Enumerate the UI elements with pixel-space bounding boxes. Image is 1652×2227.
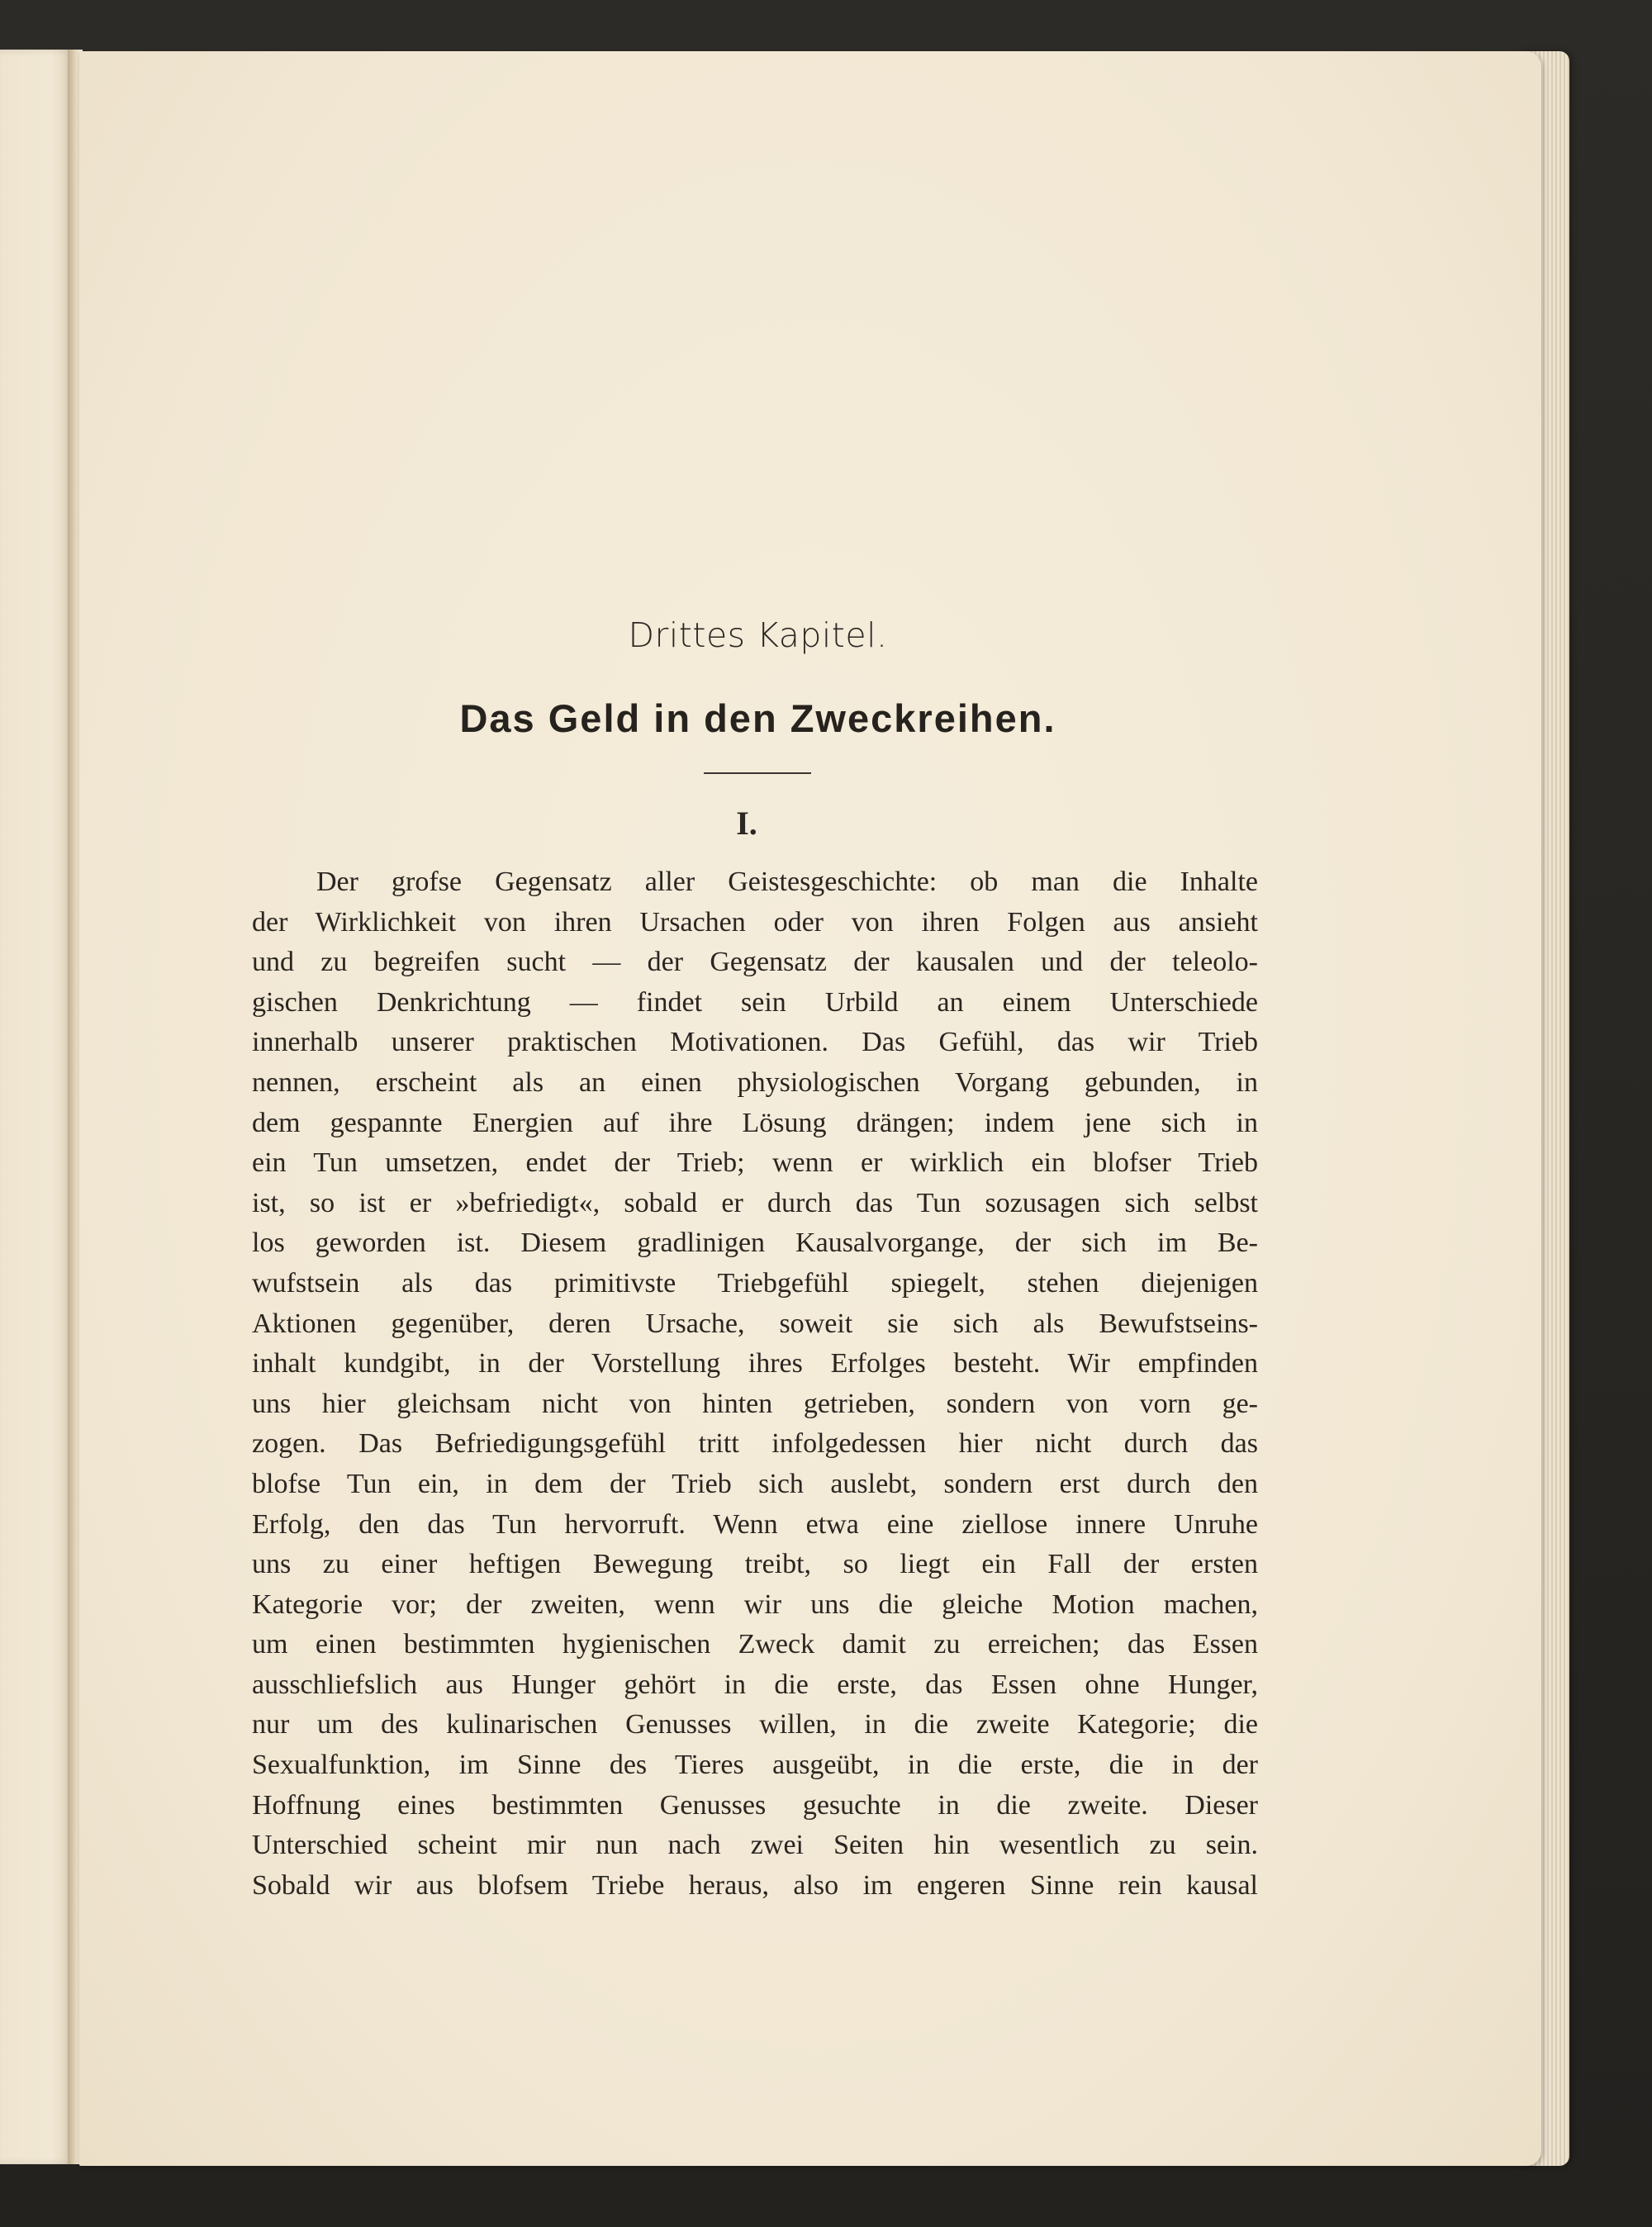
- text-line: Kategorie vor; der zweiten, wenn wir uns die gleiche Motion machen,: [252, 1588, 1258, 1620]
- text-line: gischen Denkrichtung — findet sein Urbild an einem Unterschiede: [252, 986, 1258, 1018]
- text-line: der Wirklichkeit von ihren Ursachen oder von ihren Folgen aus ansieht: [252, 906, 1258, 938]
- chapter-title: Das Geld in den Zweckreihen.: [459, 696, 1056, 740]
- facing-page-edge: [0, 50, 73, 2164]
- title-divider-rule: [704, 772, 811, 774]
- text-line: Der grofse Gegensatz aller Geistesgeschichte: ob man die Inhalte: [316, 867, 1258, 897]
- text-line: nennen, erscheint als an einen physiologischen Vorgang gebunden, in: [252, 1066, 1258, 1098]
- text-line: Sexualfunktion, im Sinne des Tieres ausgeübt, in die erste, die in der: [252, 1750, 1258, 1781]
- text-line: ist, so ist er »befriedigt«, sobald er durch das Tun sozusagen sich selbst: [252, 1187, 1258, 1218]
- text-line: los geworden ist. Diesem gradlinigen Kausalvorgange, der sich im Be-: [252, 1227, 1258, 1259]
- text-line: um einen bestimmten hygienischen Zweck damit zu erreichen; das Essen: [252, 1629, 1258, 1660]
- text-line: ein Tun umsetzen, endet der Trieb; wenn er wirklich ein blofser Trieb: [252, 1147, 1258, 1179]
- text-line: Aktionen gegenüber, deren Ursache, soweit sie sich als Bewufstseins-: [252, 1308, 1258, 1339]
- section-number: I.: [736, 805, 757, 842]
- text-line: Hoffnung eines bestimmten Genusses gesuchte in die zweite. Dieser: [252, 1789, 1258, 1821]
- body-text: [252, 862, 1258, 1906]
- text-line: inhalt kundgibt, in der Vorstellung ihres Erfolges besteht. Wir empfinden: [252, 1348, 1258, 1379]
- text-line: zogen. Das Befriedigungsgefühl tritt infolgedessen hier nicht durch das: [252, 1428, 1258, 1460]
- text-line: Sobald wir aus blofsem Triebe heraus, also im engeren Sinne rein kausal: [252, 1869, 1258, 1901]
- text-line: und zu begreifen sucht — der Gegensatz der kausalen und der teleolo-: [252, 947, 1258, 978]
- text-line: wufstsein als das primitivste Triebgefühl spiegelt, stehen diejenigen: [252, 1267, 1258, 1299]
- text-line: dem gespannte Energien auf ihre Lösung drängen; indem jene sich in: [252, 1107, 1258, 1138]
- text-line: uns hier gleichsam nicht von hinten getrieben, sondern von vorn ge-: [252, 1388, 1258, 1419]
- text-line: nur um des kulinarischen Genusses willen, in die zweite Kategorie; die: [252, 1709, 1258, 1740]
- text-line: uns zu einer heftigen Bewegung treibt, so liegt ein Fall der ersten: [252, 1549, 1258, 1580]
- text-line: Erfolg, den das Tun hervorruft. Wenn etwa eine ziellose innere Unruhe: [252, 1508, 1258, 1540]
- text-line: blofse Tun ein, in dem der Trieb sich auslebt, sondern erst durch den: [252, 1468, 1258, 1499]
- text-line: innerhalb unserer praktischen Motivationen. Das Gefühl, das wir Trieb: [252, 1027, 1258, 1058]
- chapter-heading: Drittes Kapitel.: [628, 615, 888, 655]
- text-line: Unterschied scheint mir nun nach zwei Seiten hin wesentlich zu sein.: [252, 1830, 1258, 1861]
- text-line: ausschliefslich aus Hunger gehört in die erste, das Essen ohne Hunger,: [252, 1669, 1258, 1700]
